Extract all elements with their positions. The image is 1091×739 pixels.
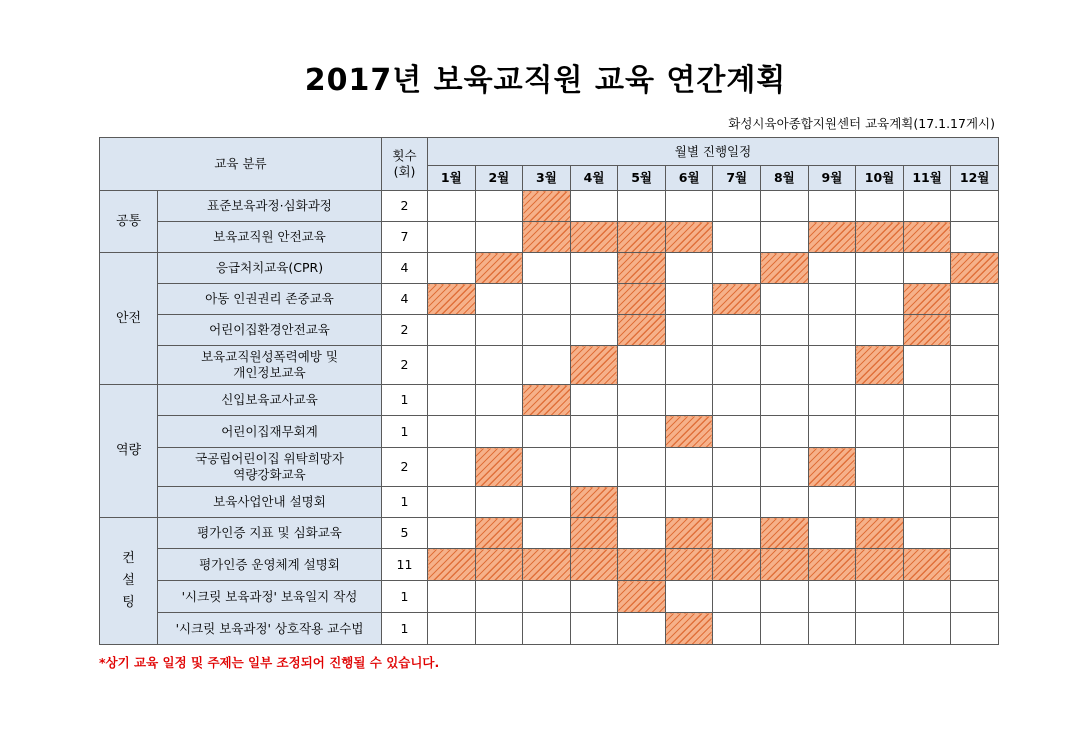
empty-month-cell bbox=[475, 346, 523, 385]
empty-month-cell bbox=[808, 487, 856, 518]
table-row bbox=[100, 284, 999, 315]
empty-month-cell bbox=[618, 191, 666, 222]
count-cell: 11 bbox=[382, 549, 428, 581]
page-title: 2017년 보육교직원 교육 연간계획 bbox=[304, 63, 787, 98]
empty-month-cell bbox=[856, 487, 904, 518]
table-row bbox=[100, 448, 999, 487]
empty-month-cell bbox=[570, 581, 618, 613]
empty-month-cell bbox=[808, 581, 856, 613]
empty-month-cell bbox=[665, 284, 713, 315]
empty-month-cell bbox=[856, 315, 904, 346]
empty-month-cell bbox=[713, 346, 761, 385]
empty-month-cell bbox=[761, 385, 809, 416]
scheduled-month-cell bbox=[665, 613, 713, 645]
empty-month-cell bbox=[903, 448, 951, 487]
topic-cell: 평가인증 운영체계 설명회 bbox=[158, 549, 382, 581]
empty-month-cell bbox=[475, 581, 523, 613]
scheduled-month-cell bbox=[856, 346, 904, 385]
empty-month-cell bbox=[808, 191, 856, 222]
empty-month-cell bbox=[856, 191, 904, 222]
scheduled-month-cell bbox=[475, 448, 523, 487]
empty-month-cell bbox=[808, 346, 856, 385]
empty-month-cell bbox=[475, 315, 523, 346]
empty-month-cell bbox=[761, 284, 809, 315]
scheduled-month-cell bbox=[428, 549, 476, 581]
topic-cell: 표준보육과정·심화과정 bbox=[158, 191, 382, 222]
empty-month-cell bbox=[713, 385, 761, 416]
scheduled-month-cell bbox=[475, 518, 523, 549]
empty-month-cell bbox=[713, 222, 761, 253]
scheduled-month-cell bbox=[618, 315, 666, 346]
scheduled-month-cell bbox=[570, 222, 618, 253]
count-cell: 1 bbox=[382, 487, 428, 518]
count-cell: 4 bbox=[382, 284, 428, 315]
table-row bbox=[100, 518, 999, 549]
count-cell: 2 bbox=[382, 346, 428, 385]
topic-cell: 어린이집재무회계 bbox=[158, 416, 382, 448]
scheduled-month-cell bbox=[808, 448, 856, 487]
scheduled-month-cell bbox=[523, 385, 571, 416]
empty-month-cell bbox=[713, 253, 761, 284]
scheduled-month-cell bbox=[951, 253, 999, 284]
category-cell: 안전 bbox=[100, 253, 158, 385]
empty-month-cell bbox=[428, 346, 476, 385]
empty-month-cell bbox=[523, 581, 571, 613]
month-header: 1월 bbox=[428, 166, 476, 191]
table-row bbox=[100, 581, 999, 613]
table-row bbox=[100, 549, 999, 581]
count-cell: 2 bbox=[382, 315, 428, 346]
empty-month-cell bbox=[903, 385, 951, 416]
empty-month-cell bbox=[903, 191, 951, 222]
scheduled-month-cell bbox=[665, 518, 713, 549]
empty-month-cell bbox=[761, 416, 809, 448]
empty-month-cell bbox=[428, 253, 476, 284]
scheduled-month-cell bbox=[523, 549, 571, 581]
empty-month-cell bbox=[856, 385, 904, 416]
count-cell: 2 bbox=[382, 448, 428, 487]
table-row bbox=[100, 385, 999, 416]
month-header: 3월 bbox=[523, 166, 571, 191]
empty-month-cell bbox=[570, 448, 618, 487]
empty-month-cell bbox=[903, 487, 951, 518]
count-header-line1: 횟수 bbox=[392, 148, 417, 163]
empty-month-cell bbox=[761, 613, 809, 645]
empty-month-cell bbox=[665, 253, 713, 284]
empty-month-cell bbox=[665, 315, 713, 346]
empty-month-cell bbox=[618, 613, 666, 645]
empty-month-cell bbox=[428, 191, 476, 222]
empty-month-cell bbox=[761, 346, 809, 385]
scheduled-month-cell bbox=[761, 518, 809, 549]
scheduled-month-cell bbox=[618, 284, 666, 315]
empty-month-cell bbox=[475, 613, 523, 645]
empty-month-cell bbox=[428, 385, 476, 416]
empty-month-cell bbox=[713, 487, 761, 518]
empty-month-cell bbox=[951, 222, 999, 253]
empty-month-cell bbox=[428, 581, 476, 613]
scheduled-month-cell bbox=[570, 518, 618, 549]
topic-cell: 보육교직원성폭력예방 및 개인정보교육 bbox=[158, 346, 382, 385]
scheduled-month-cell bbox=[761, 253, 809, 284]
empty-month-cell bbox=[856, 448, 904, 487]
schedule-header: 월별 진행일정 bbox=[428, 138, 999, 166]
scheduled-month-cell bbox=[856, 518, 904, 549]
empty-month-cell bbox=[523, 518, 571, 549]
empty-month-cell bbox=[951, 448, 999, 487]
empty-month-cell bbox=[570, 315, 618, 346]
count-header bbox=[382, 138, 428, 191]
scheduled-month-cell bbox=[665, 222, 713, 253]
topic-cell: '시크릿 보육과정' 보육일지 작성 bbox=[158, 581, 382, 613]
empty-month-cell bbox=[951, 284, 999, 315]
empty-month-cell bbox=[808, 518, 856, 549]
empty-month-cell bbox=[903, 581, 951, 613]
scheduled-month-cell bbox=[570, 487, 618, 518]
empty-month-cell bbox=[713, 518, 761, 549]
empty-month-cell bbox=[856, 613, 904, 645]
topic-cell: 응급처치교육(CPR) bbox=[158, 253, 382, 284]
scheduled-month-cell bbox=[523, 222, 571, 253]
empty-month-cell bbox=[570, 284, 618, 315]
empty-month-cell bbox=[665, 581, 713, 613]
empty-month-cell bbox=[570, 416, 618, 448]
empty-month-cell bbox=[808, 284, 856, 315]
empty-month-cell bbox=[618, 448, 666, 487]
empty-month-cell bbox=[713, 448, 761, 487]
empty-month-cell bbox=[475, 191, 523, 222]
month-header: 6월 bbox=[665, 166, 713, 191]
scheduled-month-cell bbox=[856, 222, 904, 253]
empty-month-cell bbox=[618, 518, 666, 549]
empty-month-cell bbox=[808, 253, 856, 284]
empty-month-cell bbox=[618, 385, 666, 416]
empty-month-cell bbox=[570, 385, 618, 416]
scheduled-month-cell bbox=[713, 284, 761, 315]
empty-month-cell bbox=[428, 487, 476, 518]
empty-month-cell bbox=[951, 549, 999, 581]
empty-month-cell bbox=[903, 613, 951, 645]
schedule-table bbox=[99, 137, 999, 645]
table-row bbox=[100, 315, 999, 346]
empty-month-cell bbox=[761, 191, 809, 222]
page-subtitle: 화성시육아종합지원센터 교육계획(17.1.17게시) bbox=[728, 116, 995, 131]
scheduled-month-cell bbox=[570, 346, 618, 385]
count-cell: 4 bbox=[382, 253, 428, 284]
scheduled-month-cell bbox=[618, 222, 666, 253]
empty-month-cell bbox=[713, 613, 761, 645]
empty-month-cell bbox=[856, 253, 904, 284]
empty-month-cell bbox=[475, 416, 523, 448]
empty-month-cell bbox=[665, 346, 713, 385]
empty-month-cell bbox=[808, 385, 856, 416]
scheduled-month-cell bbox=[808, 222, 856, 253]
category-cell: 공통 bbox=[100, 191, 158, 253]
empty-month-cell bbox=[808, 416, 856, 448]
count-cell: 1 bbox=[382, 416, 428, 448]
scheduled-month-cell bbox=[903, 284, 951, 315]
month-header: 10월 bbox=[856, 166, 904, 191]
category-header: 교육 분류 bbox=[100, 138, 382, 191]
month-header: 4월 bbox=[570, 166, 618, 191]
scheduled-month-cell bbox=[903, 315, 951, 346]
empty-month-cell bbox=[428, 448, 476, 487]
scheduled-month-cell bbox=[475, 549, 523, 581]
empty-month-cell bbox=[951, 385, 999, 416]
empty-month-cell bbox=[951, 613, 999, 645]
month-header: 7월 bbox=[713, 166, 761, 191]
count-cell: 1 bbox=[382, 613, 428, 645]
empty-month-cell bbox=[475, 385, 523, 416]
scheduled-month-cell bbox=[618, 253, 666, 284]
table-row bbox=[100, 613, 999, 645]
empty-month-cell bbox=[570, 253, 618, 284]
topic-cell: '시크릿 보육과정' 상호작용 교수법 bbox=[158, 613, 382, 645]
table-row bbox=[100, 191, 999, 222]
count-cell: 2 bbox=[382, 191, 428, 222]
empty-month-cell bbox=[761, 487, 809, 518]
empty-month-cell bbox=[570, 191, 618, 222]
scheduled-month-cell bbox=[856, 549, 904, 581]
month-header: 8월 bbox=[761, 166, 809, 191]
scheduled-month-cell bbox=[808, 549, 856, 581]
month-header: 5월 bbox=[618, 166, 666, 191]
table-row bbox=[100, 416, 999, 448]
table-row bbox=[100, 487, 999, 518]
empty-month-cell bbox=[665, 487, 713, 518]
scheduled-month-cell bbox=[570, 549, 618, 581]
scheduled-month-cell bbox=[618, 549, 666, 581]
empty-month-cell bbox=[903, 518, 951, 549]
empty-month-cell bbox=[475, 284, 523, 315]
scheduled-month-cell bbox=[665, 416, 713, 448]
topic-cell: 아동 인권권리 존중교육 bbox=[158, 284, 382, 315]
empty-month-cell bbox=[665, 448, 713, 487]
empty-month-cell bbox=[951, 346, 999, 385]
topic-cell: 평가인증 지표 및 심화교육 bbox=[158, 518, 382, 549]
empty-month-cell bbox=[713, 416, 761, 448]
footnote: *상기 교육 일정 및 주제는 일부 조정되어 진행될 수 있습니다. bbox=[99, 655, 440, 670]
scheduled-month-cell bbox=[618, 581, 666, 613]
empty-month-cell bbox=[523, 284, 571, 315]
empty-month-cell bbox=[475, 487, 523, 518]
empty-month-cell bbox=[475, 222, 523, 253]
scheduled-month-cell bbox=[903, 222, 951, 253]
scheduled-month-cell bbox=[523, 191, 571, 222]
schedule-table-body bbox=[100, 191, 999, 645]
empty-month-cell bbox=[428, 518, 476, 549]
schedule-table-header bbox=[100, 138, 999, 191]
empty-month-cell bbox=[570, 613, 618, 645]
empty-month-cell bbox=[761, 581, 809, 613]
empty-month-cell bbox=[856, 284, 904, 315]
topic-cell: 보육사업안내 설명회 bbox=[158, 487, 382, 518]
empty-month-cell bbox=[428, 222, 476, 253]
empty-month-cell bbox=[713, 191, 761, 222]
category-cell: 역량 bbox=[100, 385, 158, 518]
empty-month-cell bbox=[428, 315, 476, 346]
empty-month-cell bbox=[808, 315, 856, 346]
scheduled-month-cell bbox=[761, 549, 809, 581]
scheduled-month-cell bbox=[713, 549, 761, 581]
empty-month-cell bbox=[856, 581, 904, 613]
empty-month-cell bbox=[761, 448, 809, 487]
empty-month-cell bbox=[523, 613, 571, 645]
count-header-line2: (회) bbox=[393, 164, 416, 179]
empty-month-cell bbox=[428, 416, 476, 448]
empty-month-cell bbox=[808, 613, 856, 645]
empty-month-cell bbox=[665, 191, 713, 222]
table-row bbox=[100, 222, 999, 253]
topic-cell: 어린이집환경안전교육 bbox=[158, 315, 382, 346]
empty-month-cell bbox=[951, 416, 999, 448]
scheduled-month-cell bbox=[665, 549, 713, 581]
category-cell: 컨 설 팅 bbox=[100, 518, 158, 645]
empty-month-cell bbox=[523, 487, 571, 518]
empty-month-cell bbox=[665, 385, 713, 416]
empty-month-cell bbox=[951, 518, 999, 549]
month-header: 2월 bbox=[475, 166, 523, 191]
empty-month-cell bbox=[951, 487, 999, 518]
table-row bbox=[100, 253, 999, 284]
topic-cell: 국공립어린이집 위탁희망자 역량강화교육 bbox=[158, 448, 382, 487]
empty-month-cell bbox=[713, 315, 761, 346]
scheduled-month-cell bbox=[903, 549, 951, 581]
empty-month-cell bbox=[903, 416, 951, 448]
scheduled-month-cell bbox=[475, 253, 523, 284]
empty-month-cell bbox=[761, 222, 809, 253]
count-cell: 1 bbox=[382, 581, 428, 613]
count-cell: 5 bbox=[382, 518, 428, 549]
topic-cell: 보육교직원 안전교육 bbox=[158, 222, 382, 253]
topic-cell: 신입보육교사교육 bbox=[158, 385, 382, 416]
empty-month-cell bbox=[856, 416, 904, 448]
empty-month-cell bbox=[523, 253, 571, 284]
count-cell: 7 bbox=[382, 222, 428, 253]
scheduled-month-cell bbox=[428, 284, 476, 315]
empty-month-cell bbox=[903, 346, 951, 385]
empty-month-cell bbox=[618, 346, 666, 385]
empty-month-cell bbox=[951, 581, 999, 613]
count-cell: 1 bbox=[382, 385, 428, 416]
empty-month-cell bbox=[903, 253, 951, 284]
empty-month-cell bbox=[713, 581, 761, 613]
month-header: 11월 bbox=[903, 166, 951, 191]
empty-month-cell bbox=[761, 315, 809, 346]
empty-month-cell bbox=[523, 448, 571, 487]
empty-month-cell bbox=[523, 416, 571, 448]
empty-month-cell bbox=[618, 487, 666, 518]
empty-month-cell bbox=[951, 315, 999, 346]
table-row bbox=[100, 346, 999, 385]
empty-month-cell bbox=[523, 315, 571, 346]
month-header: 12월 bbox=[951, 166, 999, 191]
empty-month-cell bbox=[523, 346, 571, 385]
empty-month-cell bbox=[618, 416, 666, 448]
empty-month-cell bbox=[951, 191, 999, 222]
empty-month-cell bbox=[428, 613, 476, 645]
month-header: 9월 bbox=[808, 166, 856, 191]
